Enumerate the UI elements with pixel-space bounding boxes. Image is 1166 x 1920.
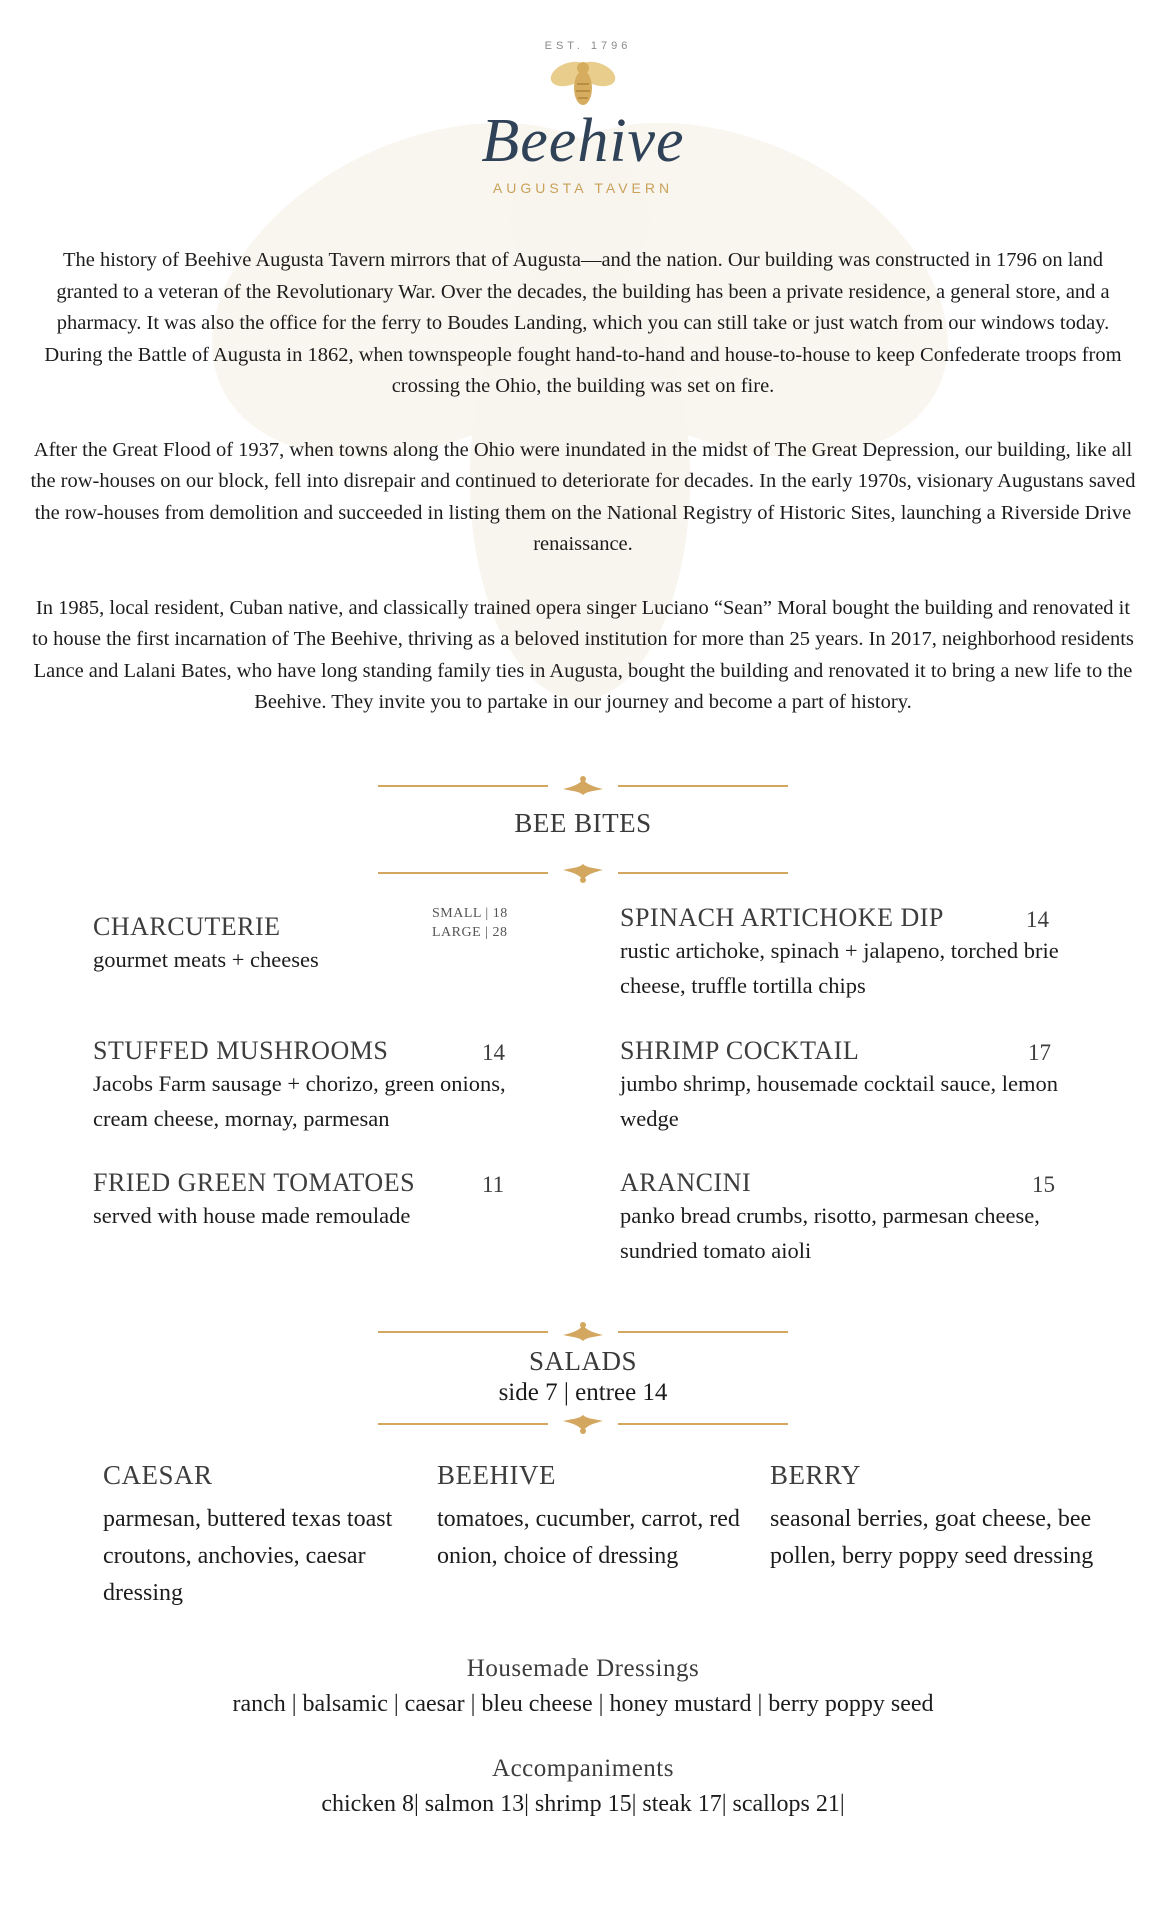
salad-beehive xyxy=(437,1460,747,1575)
charcuterie-sizes xyxy=(432,904,508,942)
item-price: 17 xyxy=(1028,1040,1051,1065)
history-paragraph: In 1985, local resident, Cuban native, and classically trained opera singer Luciano “Sean” Moral bought the building and renovated it to house the first incarnation of The Beehive, thriving as a beloved institution for more than 25 years. In 2017, neighborhood residents Lance and Lalani Bates, who have long standing family ties in Augusta, bought the building and renovated it to bring a new life to the Beehive. They invite you to partake in our journey and become a part of history. xyxy=(32,596,1134,713)
salads-pricing: side 7 | entree 14 xyxy=(498,1379,668,1406)
menu-item-arancini xyxy=(620,1168,1060,1268)
logo-script: Beehive xyxy=(481,107,685,175)
flourish-icon xyxy=(555,775,611,797)
history-text xyxy=(30,245,1136,751)
item-name: SPINACH ARTICHOKE DIP xyxy=(620,903,944,932)
accompaniments-list: chicken 8| salmon 13| shrimp 15| steak 17| scallops 21| xyxy=(321,1791,845,1817)
salad-name: CAESAR xyxy=(103,1460,213,1490)
salad-name: BEEHIVE xyxy=(437,1460,556,1490)
item-description: panko bread crumbs, risotto, parmesan cheese, sundried tomato aioli xyxy=(620,1203,1040,1263)
item-description: served with house made remoulade xyxy=(93,1203,411,1228)
menu-item-shrimp-cocktail xyxy=(620,1036,1060,1136)
logo-est: EST. 1796 xyxy=(544,40,632,52)
history-paragraph: After the Great Flood of 1937, when towns along the Ohio were inundated in the midst of The Great Depression, our building, like all the row-houses on our block, fell into disrepair and continued to deteriorate for decades. In the early 1970s, visionary Augustans saved the row-houses from demolition and succeeded in listing them on the National Registry of Historic Sites, launching a Riverside Drive renaissance. xyxy=(30,438,1136,555)
item-price: 14 xyxy=(482,1040,505,1065)
item-description: Jacobs Farm sausage + chorizo, green onions, cream cheese, mornay, parmesan xyxy=(93,1071,506,1131)
ornament-divider xyxy=(378,1321,788,1343)
flourish-icon xyxy=(555,1413,611,1435)
dressings-title: Housemade Dressings xyxy=(466,1655,700,1682)
section-title-bee-bites: BEE BITES xyxy=(514,808,652,838)
accompaniments-title: Accompaniments xyxy=(492,1755,674,1782)
item-description: rustic artichoke, spinach + jalapeno, torched brie cheese, truffle tortilla chips xyxy=(620,938,1059,998)
item-name: CHARCUTERIE xyxy=(93,912,281,941)
size-large: LARGE | 28 xyxy=(432,925,508,940)
item-name: ARANCINI xyxy=(620,1168,752,1197)
section-title-salads: SALADS xyxy=(528,1346,638,1376)
salad-description: parmesan, buttered texas toast croutons, anchovies, caesar dressing xyxy=(103,1506,393,1606)
menu-item-stuffed-mushrooms xyxy=(93,1036,513,1136)
logo xyxy=(0,40,1166,196)
item-price: 14 xyxy=(1026,907,1049,932)
ornament-divider xyxy=(378,862,788,884)
salad-caesar xyxy=(103,1460,403,1612)
item-description: gourmet meats + cheeses xyxy=(93,947,319,972)
bee-icon xyxy=(547,54,619,110)
ornament-divider xyxy=(378,1413,788,1435)
item-name: STUFFED MUSHROOMS xyxy=(93,1036,389,1065)
item-name: SHRIMP COCKTAIL xyxy=(620,1036,860,1065)
history-paragraph: The history of Beehive Augusta Tavern mirrors that of Augusta—and the nation. Our building was constructed in 1796 on land granted to a veteran of the Revolutionary War. Over the decades, the building has been a private residence, a general store, and a pharmacy. It was also the office for the ferry to Boudes Landing, which you can still take or just watch from our windows today. During the Battle of Augusta in 1862, when townspeople fought hand-to-hand and house-to-house to keep Confederate troops from crossing the Ohio, the building was set on fire. xyxy=(44,249,1122,397)
salad-berry xyxy=(770,1460,1100,1575)
item-name: FRIED GREEN TOMATOES xyxy=(93,1168,416,1197)
menu-item-fried-green-tomatoes xyxy=(93,1168,513,1234)
dressings-list: ranch | balsamic | caesar | bleu cheese | honey mustard | berry poppy seed xyxy=(232,1691,934,1717)
flourish-icon xyxy=(555,1321,611,1343)
salad-description: tomatoes, cucumber, carrot, red onion, choice of dressing xyxy=(437,1506,740,1569)
item-price: 15 xyxy=(1032,1172,1055,1197)
item-description: jumbo shrimp, housemade cocktail sauce, lemon wedge xyxy=(620,1071,1059,1131)
flourish-icon xyxy=(555,862,611,884)
ornament-divider xyxy=(378,775,788,797)
salad-name: BERRY xyxy=(770,1460,862,1490)
salad-description: seasonal berries, goat cheese, bee pollen, berry poppy seed dressing xyxy=(770,1506,1094,1569)
size-small: SMALL | 18 xyxy=(432,906,508,921)
menu-item-spinach-artichoke-dip xyxy=(620,903,1060,1003)
item-price: 11 xyxy=(482,1172,505,1197)
logo-tagline: AUGUSTA TAVERN xyxy=(492,180,674,196)
